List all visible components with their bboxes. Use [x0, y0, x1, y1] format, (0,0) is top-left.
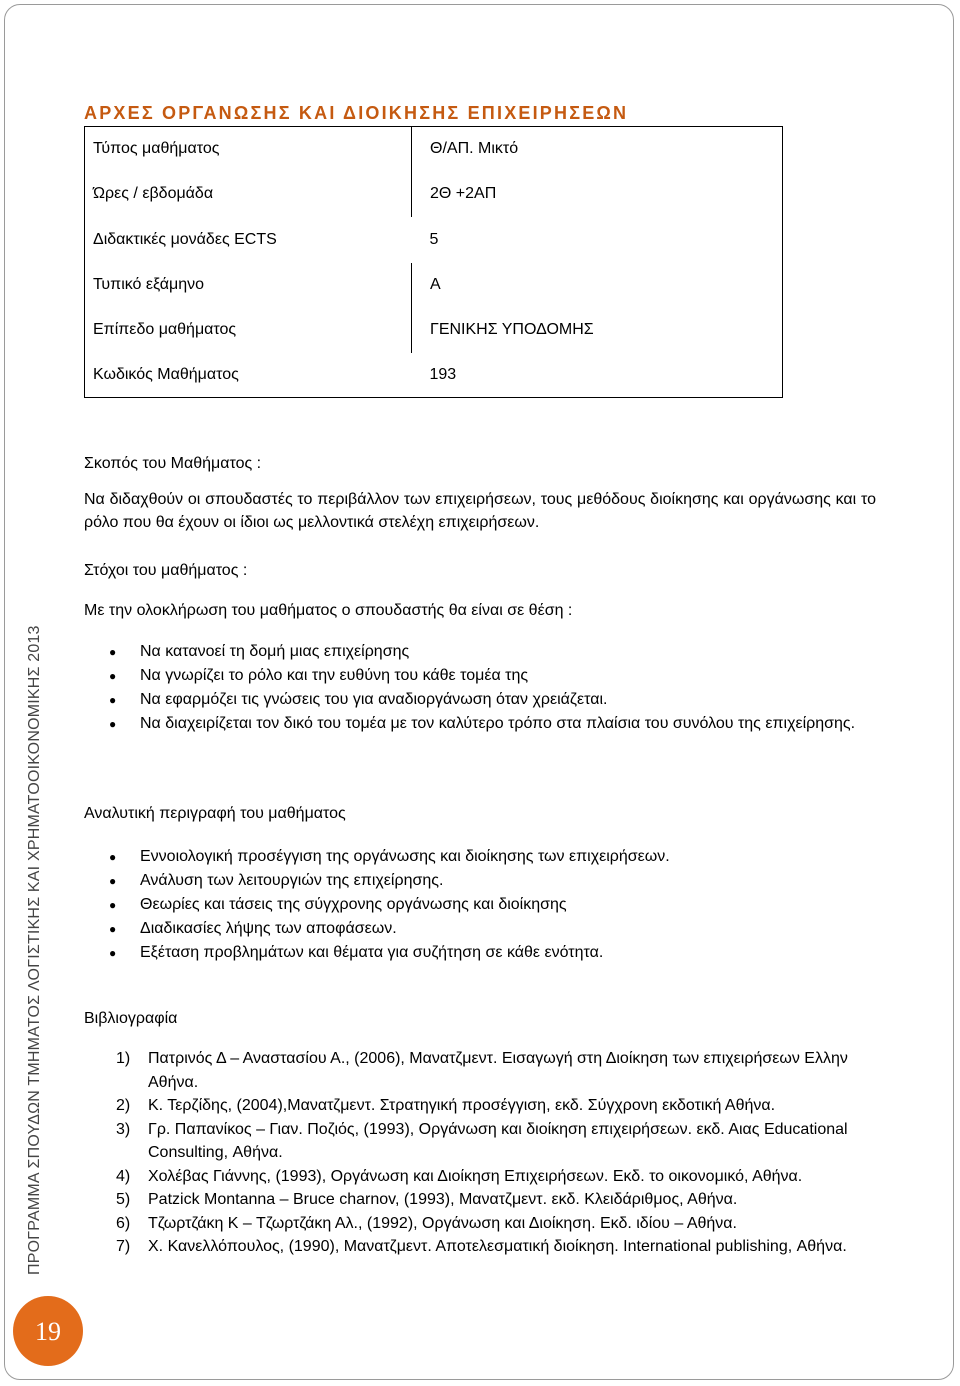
bullet-icon: ●	[109, 874, 117, 888]
list-item: ● Να διαχειρίζεται τον δικό του τομέα με τον καλύτερο τρόπο στα πλαίσια του συνόλου της επιχείρησης.	[84, 712, 876, 736]
bullet-icon: ●	[109, 693, 117, 707]
description-list	[84, 845, 876, 965]
bullet-icon: ●	[109, 645, 117, 659]
row-value: Α	[412, 263, 783, 307]
bullet-icon: ●	[109, 850, 117, 864]
bibliography-list	[84, 1047, 876, 1259]
table-row	[85, 353, 783, 398]
list-item: 1) Πατρινός Δ – Αναστασίου Α., (2006), Μανατζμεντ. Εισαγωγή στη Διοίκηση των επιχειρήσεων Ελλην Αθήνα.	[116, 1050, 848, 1091]
list-item: ● Ανάλυση των λειτουργιών της επιχείρησης.	[84, 869, 876, 893]
list-item: ● Θεωρίες και τάσεις της σύγχρονης οργάνωσης και διοίκησης	[84, 893, 876, 917]
list-item: 2) Κ. Τερζίδης, (2004),Μανατζμεντ. Στρατηγική προσέγγιση, εκδ. Σύγχρονη εκδοτική Αθήνα.	[116, 1097, 776, 1114]
course-info-table	[84, 126, 783, 398]
course-title: ΑΡΧΕΣ ΟΡΓΑΝΩΣΗΣ ΚΑΙ ΔΙΟΙΚΗΣΗΣ ΕΠΙΧΕΙΡΗΣΕΩΝ	[84, 103, 629, 123]
list-item: 4) Χολέβας Γιάννης, (1993), Οργάνωση και Διοίκηση Επιχειρήσεων. Εκδ. το οικονομικό, Αθήνα.	[116, 1167, 803, 1185]
page-number: 19	[35, 1317, 61, 1346]
row-label: Κωδικός Μαθήματος	[85, 353, 412, 398]
list-item: ● Εννοιολογική προσέγγιση της οργάνωσης και διοίκησης των επιχειρήσεων.	[84, 845, 876, 869]
description-heading: Αναλυτική περιγραφή του μαθήματος	[84, 805, 346, 822]
bullet-icon: ●	[109, 922, 117, 936]
row-label: Ώρες / εβδομάδα	[85, 172, 412, 217]
row-value: 193	[412, 353, 783, 398]
page-number-badge	[13, 1296, 83, 1366]
bullet-icon: ●	[109, 669, 117, 683]
purpose-heading: Σκοπός του Μαθήματος :	[84, 455, 262, 472]
goals-list	[84, 640, 876, 736]
list-item: ● Να εφαρμόζει τις γνώσεις του για αναδιοργάνωση όταν χρειάζεται.	[84, 688, 876, 712]
row-value: Θ/ΑΠ. Μικτό	[412, 127, 783, 172]
list-item: 7) Χ. Κανελλόπουλος, (1990), Μανατζμεντ. Αποτελεσματική διοίκηση. International publishing, Αθήνα.	[116, 1238, 847, 1255]
bullet-icon: ●	[109, 717, 117, 731]
bullet-icon: ●	[109, 946, 117, 960]
list-item: ● Εξέταση προβλημάτων και θέματα για συζήτηση σε κάθε ενότητα.	[84, 941, 876, 965]
row-label: Επίπεδο μαθήματος	[85, 307, 412, 353]
purpose-text: Να διδαχθούν οι σπουδαστές το περιβάλλον των επιχειρήσεων, τους μεθόδους διοίκησης και οργάνωσης και το ρόλο που θα έχουν οι ίδιοι ως μελλοντικά στελέχη επιχειρήσεων.	[84, 491, 876, 531]
row-value: 2Θ +2ΑΠ	[412, 172, 783, 217]
row-label: Τυπικό εξάμηνο	[85, 263, 412, 307]
table-row	[85, 172, 783, 217]
row-value: 5	[412, 217, 783, 263]
goals-heading: Στόχοι του μαθήματος :	[84, 562, 248, 579]
row-value: ΓΕΝΙΚΗΣ ΥΠΟΔΟΜΗΣ	[412, 307, 783, 353]
list-item: ● Διαδικασίες λήψης των αποφάσεων.	[84, 917, 876, 941]
row-label: Τύπος μαθήματος	[85, 127, 412, 172]
bullet-icon: ●	[109, 898, 117, 912]
goals-intro: Με την ολοκλήρωση του μαθήματος ο σπουδαστής θα είναι σε θέση :	[84, 602, 573, 619]
bibliography-heading: Βιβλιογραφία	[84, 1010, 178, 1027]
row-label: Διδακτικές μονάδες ECTS	[85, 217, 412, 263]
table-row	[85, 217, 783, 263]
list-item: 5) Patzick Montanna – Bruce charnov, (1993), Μανατζμεντ. εκδ. Κλειδάριθμος, Αθήνα.	[116, 1191, 738, 1208]
table-row	[85, 307, 783, 353]
list-item: 6) Τζωρτζάκη Κ – Τζωρτζάκη Αλ., (1992), Οργάνωση και Διοίκηση. Εκδ. ιδίου – Αθήνα.	[116, 1214, 737, 1232]
side-running-title: ΠΡΟΓΡΑΜΜΑ ΣΠΟΥΔΩΝ ΤΜΗΜΑΤΟΣ ΛΟΓΙΣΤΙΚΗΣ ΚΑΙ ΧΡΗΜΑΤΟΟΙΚΟΝΟΜΙΚΗΣ 2013	[26, 625, 43, 1275]
list-item: ● Να κατανοεί τη δομή μιας επιχείρησης	[84, 640, 876, 664]
table-row	[85, 127, 783, 172]
list-item: ● Να γνωρίζει το ρόλο και την ευθύνη του κάθε τομέα της	[84, 664, 876, 688]
table-row	[85, 263, 783, 307]
list-item: 3) Γρ. Παπανίκος – Γιαν. Ποζιός, (1993), Οργάνωση και διοίκηση επιχειρήσεων. εκδ. Αιας Educational Consulting, Αθήνα.	[116, 1120, 848, 1161]
